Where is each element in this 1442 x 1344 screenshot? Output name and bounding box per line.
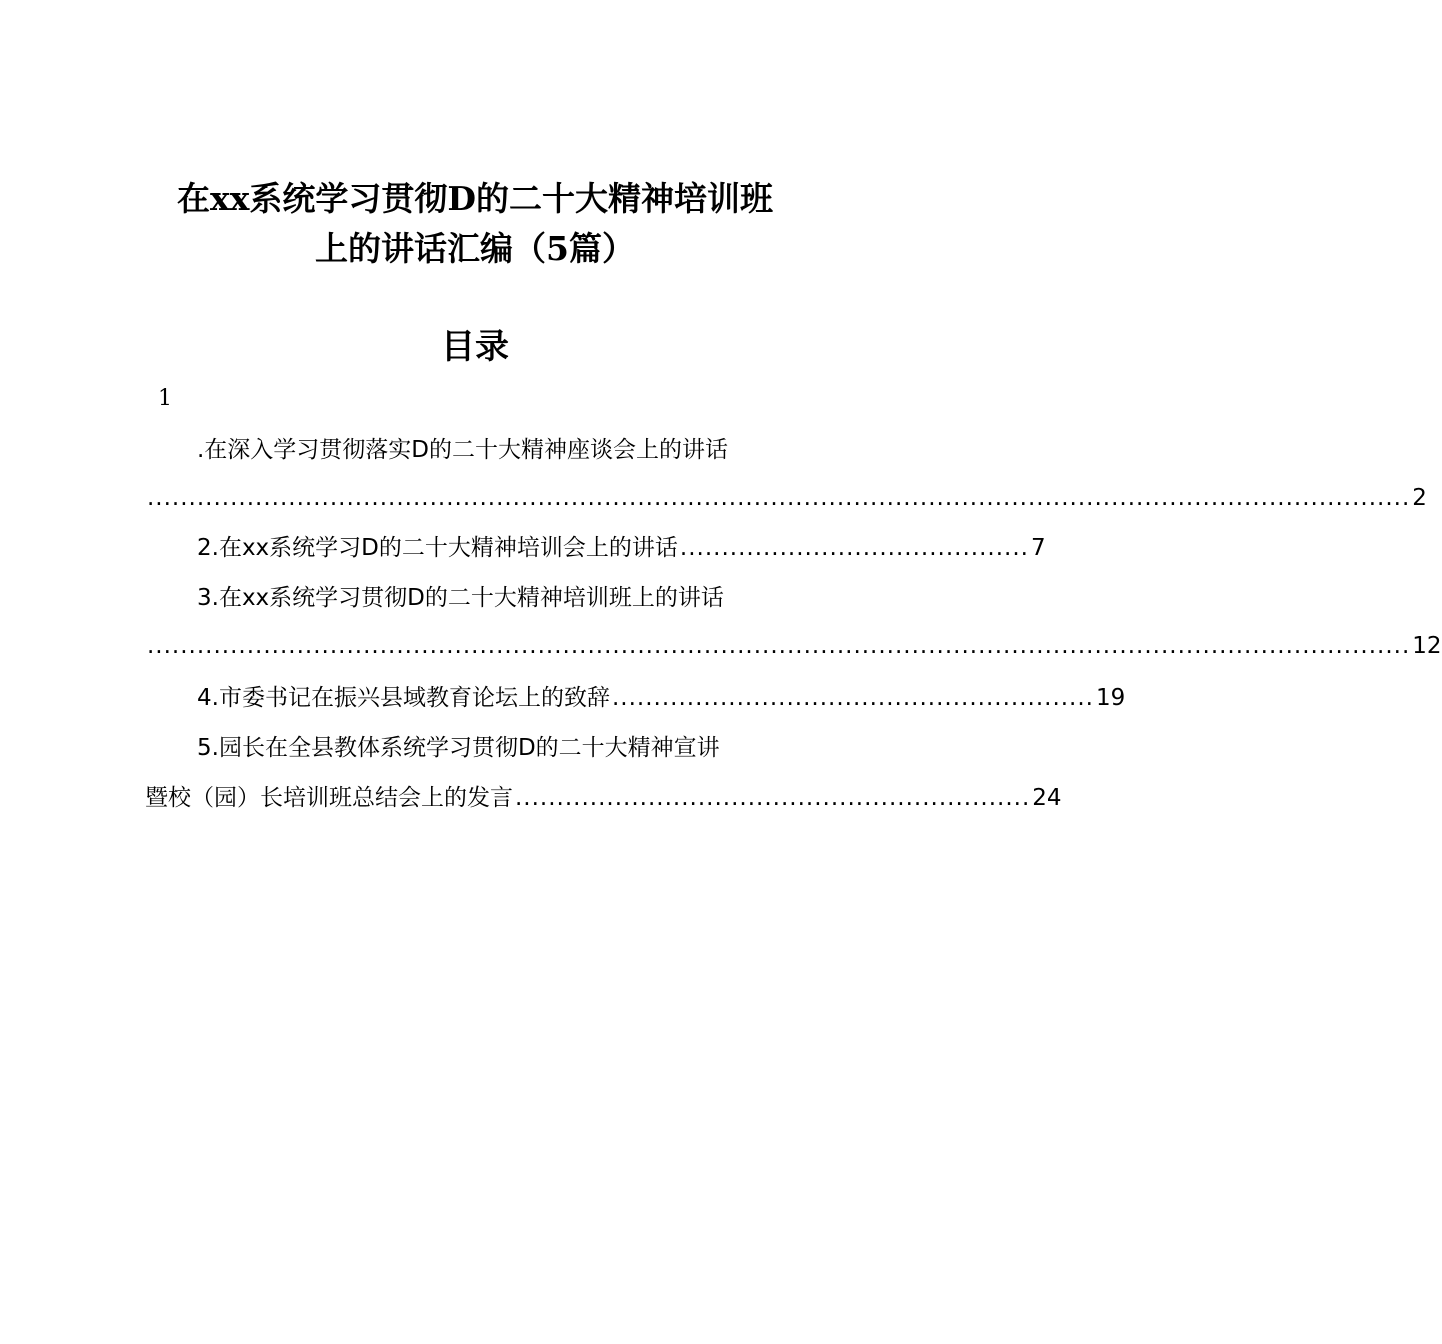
dot-leader: .......................................... [679, 535, 1029, 561]
dot-leader: .......................................................... [611, 685, 1094, 711]
toc-entry-text: 4.市委书记在振兴县域教育论坛上的致辞 [197, 685, 610, 711]
toc-entry-page: 19 [1096, 685, 1126, 711]
toc-entry-2[interactable] [145, 528, 1046, 568]
toc-entry-page: 7 [1030, 535, 1046, 561]
toc-entry-text-continued: 暨校（园）长培训班总结会上的发言 [145, 785, 513, 811]
toc-entry-text: 3.在xx系统学习贯彻D的二十大精神培训班上的讲话 [197, 585, 724, 611]
toc-entry-page: 2 [1412, 485, 1427, 511]
toc-heading: 目录 [441, 327, 509, 367]
toc-entry-text: 5.园长在全县教体系统学习贯彻D的二十大精神宣讲 [197, 735, 720, 761]
dot-leader: ........................................................................................................................................................ [147, 485, 1411, 511]
toc-entry-3-leader-line[interactable] [145, 626, 1442, 666]
document-title-line-1: 在xx系统学习贯彻D的二十大精神培训班 [177, 179, 773, 218]
toc-entry-text: .在深入学习贯彻落实D的二十大精神座谈会上的讲话 [197, 437, 729, 463]
toc-entry-4[interactable] [145, 678, 1126, 718]
toc-entry-1[interactable] [145, 430, 805, 470]
toc-entry-page: 24 [1032, 785, 1062, 811]
toc-entry-5-continuation[interactable] [145, 778, 1062, 818]
toc-entry-page: 12 [1412, 633, 1442, 659]
toc-stray-number: 1 [158, 386, 172, 411]
toc-entry-5[interactable] [145, 728, 805, 768]
dot-leader: .............................................................. [515, 785, 1031, 811]
document-title-line-2: 上的讲话汇编（5篇） [315, 229, 635, 268]
toc-entry-3[interactable] [145, 578, 805, 618]
dot-leader: ........................................................................................................................................................ [147, 633, 1411, 659]
toc-entry-1-leader-line[interactable] [145, 478, 1427, 518]
toc-entry-text: 2.在xx系统学习D的二十大精神培训会上的讲话 [197, 535, 678, 561]
